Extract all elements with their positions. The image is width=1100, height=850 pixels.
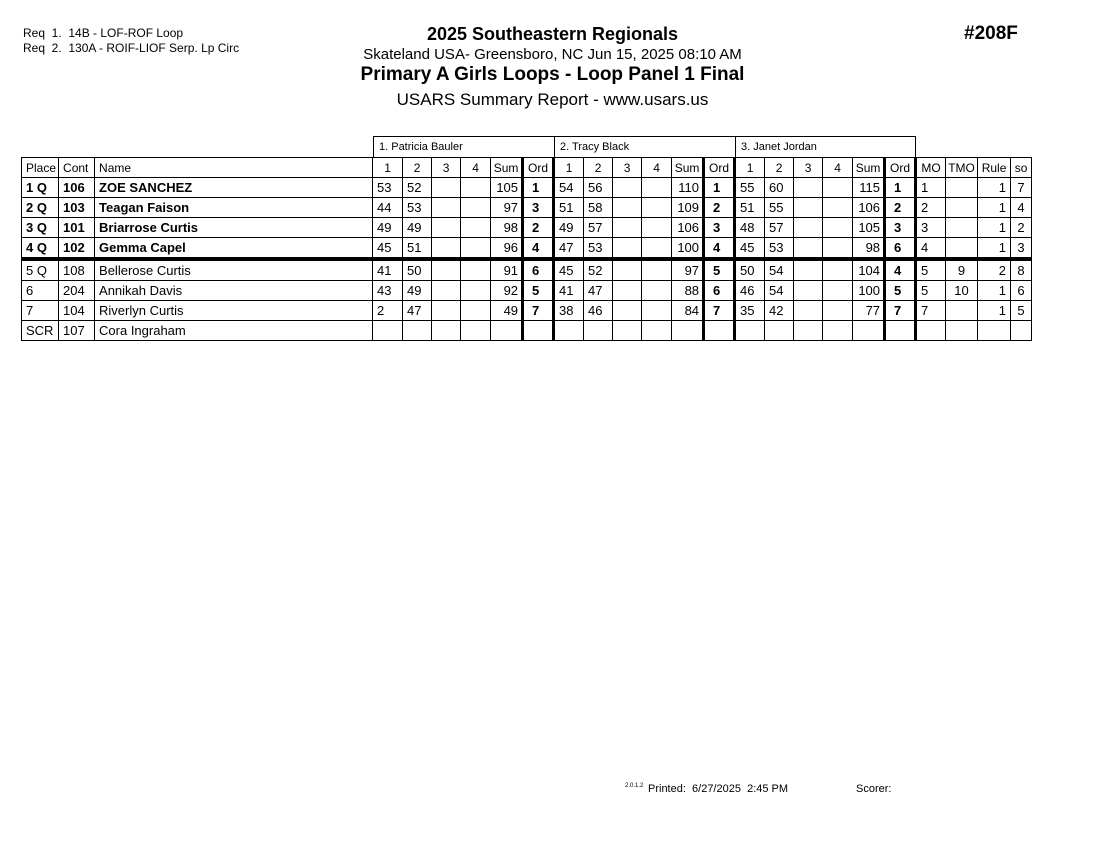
col-rule: Rule [978,158,1011,178]
score-table-header [22,158,1032,178]
cell-judge-2-score: 46 [584,301,613,321]
cell-judge-1-score [461,238,491,260]
cell-name: Cora Ingraham [95,321,373,341]
cell-judge-3-ord: 3 [885,218,916,238]
version-label: 2.0.1.2 [625,783,644,789]
cell-judge-2-score: 45 [554,259,584,281]
cell-judge-2-score [613,238,642,260]
cell-so: 6 [1011,281,1032,301]
judge-2-col-sum: Sum [672,158,704,178]
cell-judge-2-score [642,259,672,281]
cell-judge-1-sum: 91 [491,259,523,281]
cell-so: 5 [1011,301,1032,321]
requirement-1: Req 1. 14B - LOF-ROF Loop [23,26,184,40]
cell-judge-3-sum: 77 [853,301,885,321]
judge-1-col-1: 1 [373,158,403,178]
cell-judge-2-score [613,301,642,321]
cell-judge-3-sum: 100 [853,281,885,301]
cell-judge-2-sum: 88 [672,281,704,301]
cell-judge-3-ord: 4 [885,259,916,281]
cell-judge-2-sum: 106 [672,218,704,238]
cell-mo: 5 [916,281,946,301]
cell-name: ZOE SANCHEZ [95,178,373,198]
cell-so: 2 [1011,218,1032,238]
cell-judge-2-score [613,178,642,198]
cell-cont: 102 [59,238,95,260]
cell-name: Annikah Davis [95,281,373,301]
cell-mo: 3 [916,218,946,238]
cell-judge-1-sum [491,321,523,341]
cell-rule: 1 [978,238,1011,260]
cell-judge-2-sum: 97 [672,259,704,281]
cell-cont: 108 [59,259,95,281]
cell-tmo [946,218,978,238]
venue-date: Skateland USA- Greensboro, NC Jun 15, 2025 08:10 AM [363,46,742,63]
cell-place: 6 [22,281,59,301]
cell-judge-3-score [823,281,853,301]
cell-judge-3-score [794,281,823,301]
cell-judge-2-score [642,321,672,341]
cell-judge-1-score [461,281,491,301]
cell-judge-1-score: 53 [403,198,432,218]
cell-judge-3-sum: 115 [853,178,885,198]
cell-place: SCR [22,321,59,341]
cell-place: 1 Q [22,178,59,198]
col-mo: MO [916,158,946,178]
cell-judge-3-score [823,238,853,260]
cell-judge-3-score [794,198,823,218]
cell-cont: 106 [59,178,95,198]
cell-judge-1-sum: 97 [491,198,523,218]
cell-judge-2-ord: 5 [704,259,735,281]
cell-mo: 4 [916,238,946,260]
cell-judge-2-score [613,218,642,238]
cell-tmo [946,178,978,198]
cell-judge-2-score [642,281,672,301]
cell-judge-3-score [794,259,823,281]
judge-2-col-ord: Ord [704,158,735,178]
cell-judge-1-ord [523,321,554,341]
cell-judge-1-score: 51 [403,238,432,260]
col-name: Name [95,158,373,178]
cell-judge-1-score [432,218,461,238]
cell-judge-1-score [461,178,491,198]
cell-judge-3-score [823,259,853,281]
cell-judge-1-sum: 98 [491,218,523,238]
cell-name: Bellerose Curtis [95,259,373,281]
table-row [22,238,1032,260]
cell-mo: 7 [916,301,946,321]
judge-3-col-3: 3 [794,158,823,178]
cell-mo [916,321,946,341]
cell-judge-3-score: 53 [765,238,794,260]
cell-judge-3-sum: 104 [853,259,885,281]
cell-judge-1-score [461,301,491,321]
table-row [22,259,1032,281]
cell-judge-1-sum: 92 [491,281,523,301]
cell-so: 4 [1011,198,1032,218]
cell-judge-2-ord: 3 [704,218,735,238]
cell-judge-3-score: 45 [735,238,765,260]
cell-place: 7 [22,301,59,321]
cell-mo: 1 [916,178,946,198]
cell-judge-2-score [642,178,672,198]
cell-judge-1-ord: 4 [523,238,554,260]
cell-judge-3-score [765,321,794,341]
cell-judge-3-score: 48 [735,218,765,238]
score-table [21,157,1032,341]
cell-so: 3 [1011,238,1032,260]
judge-2-name: 2. Tracy Black [555,137,736,158]
cell-judge-3-score: 51 [735,198,765,218]
cell-judge-2-score [642,198,672,218]
cell-judge-1-score: 47 [403,301,432,321]
cell-so: 7 [1011,178,1032,198]
cell-judge-3-ord: 2 [885,198,916,218]
event-title: Primary A Girls Loops - Loop Panel 1 Final [360,64,745,85]
cell-judge-1-score: 49 [403,218,432,238]
judge-3-col-1: 1 [735,158,765,178]
cell-judge-3-ord: 5 [885,281,916,301]
judge-3-col-4: 4 [823,158,853,178]
cell-judge-1-score: 44 [373,198,403,218]
cell-judge-2-sum [672,321,704,341]
cell-cont: 101 [59,218,95,238]
cell-judge-1-score: 2 [373,301,403,321]
cell-judge-2-ord: 1 [704,178,735,198]
cell-place: 3 Q [22,218,59,238]
cell-judge-3-score: 57 [765,218,794,238]
requirement-2: Req 2. 130A - ROIF-LIOF Serp. Lp Circ [23,41,240,55]
cell-judge-3-sum [853,321,885,341]
cell-tmo [946,198,978,218]
cell-judge-3-score: 50 [735,259,765,281]
event-number: #208F [964,23,1018,44]
judge-1-col-sum: Sum [491,158,523,178]
cell-tmo [946,321,978,341]
cell-judge-3-score [823,178,853,198]
cell-cont: 204 [59,281,95,301]
cell-name: Briarrose Curtis [95,218,373,238]
cell-judge-1-score: 41 [373,259,403,281]
scorer-label: Scorer: [856,783,892,795]
cell-judge-3-score: 60 [765,178,794,198]
cell-judge-1-ord: 1 [523,178,554,198]
cell-judge-2-score: 47 [554,238,584,260]
table-row [22,301,1032,321]
judge-2-col-4: 4 [642,158,672,178]
cell-judge-3-ord [885,321,916,341]
cell-judge-3-score [823,301,853,321]
cell-judge-2-sum: 100 [672,238,704,260]
cell-judge-2-score: 53 [584,238,613,260]
cell-judge-1-score [461,198,491,218]
cell-judge-1-score [461,321,491,341]
cell-judge-1-score [432,259,461,281]
cell-judge-2-score [613,198,642,218]
cell-tmo: 9 [946,259,978,281]
cell-judge-2-score [613,259,642,281]
table-row [22,198,1032,218]
cell-tmo [946,238,978,260]
cell-place: 4 Q [22,238,59,260]
cell-judge-3-sum: 98 [853,238,885,260]
cell-judge-2-score: 52 [584,259,613,281]
cell-judge-1-ord: 5 [523,281,554,301]
judge-3-col-2: 2 [765,158,794,178]
cell-judge-3-score [794,178,823,198]
cell-judge-2-score: 51 [554,198,584,218]
cell-rule: 1 [978,198,1011,218]
cell-judge-1-sum: 96 [491,238,523,260]
cell-judge-1-sum: 105 [491,178,523,198]
cell-judge-3-ord: 7 [885,301,916,321]
cell-judge-1-score: 49 [373,218,403,238]
cell-judge-3-sum: 105 [853,218,885,238]
cell-tmo [946,301,978,321]
judge-3-name: 3. Janet Jordan [736,137,916,158]
cell-judge-3-score: 54 [765,259,794,281]
cell-judge-2-score [642,238,672,260]
cell-cont: 104 [59,301,95,321]
cell-judge-1-score [432,281,461,301]
table-row [22,281,1032,301]
cell-judge-3-ord: 1 [885,178,916,198]
cell-judge-3-sum: 106 [853,198,885,218]
cell-rule: 2 [978,259,1011,281]
cell-judge-3-score [794,301,823,321]
cell-cont: 107 [59,321,95,341]
cell-judge-1-score [432,178,461,198]
cell-judge-3-score: 54 [765,281,794,301]
judge-1-name: 1. Patricia Bauler [374,137,555,158]
cell-judge-1-score [432,321,461,341]
cell-judge-1-score [432,198,461,218]
cell-name: Gemma Capel [95,238,373,260]
cell-judge-1-score: 45 [373,238,403,260]
cell-judge-2-score: 57 [584,218,613,238]
cell-judge-1-ord: 2 [523,218,554,238]
report-title: USARS Summary Report - www.usars.us [396,90,709,109]
judge-1-col-ord: Ord [523,158,554,178]
cell-so [1011,321,1032,341]
table-row [22,321,1032,341]
cell-place: 5 Q [22,259,59,281]
cell-judge-2-sum: 110 [672,178,704,198]
judge-3-col-sum: Sum [853,158,885,178]
competition-title: 2025 Southeastern Regionals [426,24,679,44]
cell-judge-2-score: 47 [584,281,613,301]
cell-mo: 5 [916,259,946,281]
cell-judge-2-score [613,281,642,301]
cell-judge-2-score: 56 [584,178,613,198]
cell-judge-3-score: 35 [735,301,765,321]
judge-2-col-2: 2 [584,158,613,178]
judge-2-col-3: 3 [613,158,642,178]
cell-judge-3-ord: 6 [885,238,916,260]
cell-judge-1-score: 43 [373,281,403,301]
cell-judge-2-ord: 4 [704,238,735,260]
cell-rule: 1 [978,218,1011,238]
col-cont: Cont [59,158,95,178]
cell-tmo: 10 [946,281,978,301]
cell-judge-1-score [461,259,491,281]
cell-judge-2-ord: 7 [704,301,735,321]
cell-judge-1-score: 52 [403,178,432,198]
cell-rule [978,321,1011,341]
cell-judge-1-score: 50 [403,259,432,281]
col-place: Place [22,158,59,178]
judge-3-col-ord: Ord [885,158,916,178]
judge-1-col-3: 3 [432,158,461,178]
cell-place: 2 Q [22,198,59,218]
cell-judge-2-ord [704,321,735,341]
cell-judge-3-score [794,238,823,260]
cell-rule: 1 [978,301,1011,321]
cell-mo: 2 [916,198,946,218]
col-tmo: TMO [946,158,978,178]
col-so: so [1011,158,1032,178]
cell-name: Teagan Faison [95,198,373,218]
cell-judge-1-sum: 49 [491,301,523,321]
cell-judge-3-score [735,321,765,341]
judge-1-col-4: 4 [461,158,491,178]
cell-judge-3-score: 55 [735,178,765,198]
cell-judge-1-ord: 3 [523,198,554,218]
judge-2-col-1: 1 [554,158,584,178]
cell-judge-2-ord: 2 [704,198,735,218]
cell-judge-2-ord: 6 [704,281,735,301]
cell-judge-2-score [613,321,642,341]
cell-judge-2-score: 41 [554,281,584,301]
cell-judge-1-score [432,301,461,321]
cell-name: Riverlyn Curtis [95,301,373,321]
cell-judge-2-score [642,218,672,238]
cell-judge-2-score [554,321,584,341]
judge-header-table [373,136,916,157]
cell-judge-2-sum: 84 [672,301,704,321]
cell-judge-1-score [432,238,461,260]
cell-judge-1-ord: 7 [523,301,554,321]
cell-judge-2-score [584,321,613,341]
table-row [22,178,1032,198]
cell-judge-3-score: 55 [765,198,794,218]
cell-judge-3-score [823,321,853,341]
cell-rule: 1 [978,281,1011,301]
cell-so: 8 [1011,259,1032,281]
cell-judge-1-score: 53 [373,178,403,198]
printed-date: Printed: 6/27/2025 2:45 PM [648,783,789,795]
cell-judge-1-score [403,321,432,341]
cell-judge-2-score: 38 [554,301,584,321]
cell-judge-3-score: 42 [765,301,794,321]
cell-rule: 1 [978,178,1011,198]
cell-judge-2-score: 58 [584,198,613,218]
cell-judge-2-score: 54 [554,178,584,198]
judge-1-col-2: 2 [403,158,432,178]
cell-judge-3-score [823,218,853,238]
score-table-body [22,178,1032,341]
cell-judge-3-score [794,218,823,238]
cell-judge-2-sum: 109 [672,198,704,218]
table-row [22,218,1032,238]
cell-cont: 103 [59,198,95,218]
cell-judge-1-ord: 6 [523,259,554,281]
cell-judge-1-score [373,321,403,341]
cell-judge-3-score [823,198,853,218]
cell-judge-1-score: 49 [403,281,432,301]
cell-judge-3-score [794,321,823,341]
cell-judge-3-score: 46 [735,281,765,301]
cell-judge-1-score [461,218,491,238]
cell-judge-2-score: 49 [554,218,584,238]
cell-judge-2-score [642,301,672,321]
